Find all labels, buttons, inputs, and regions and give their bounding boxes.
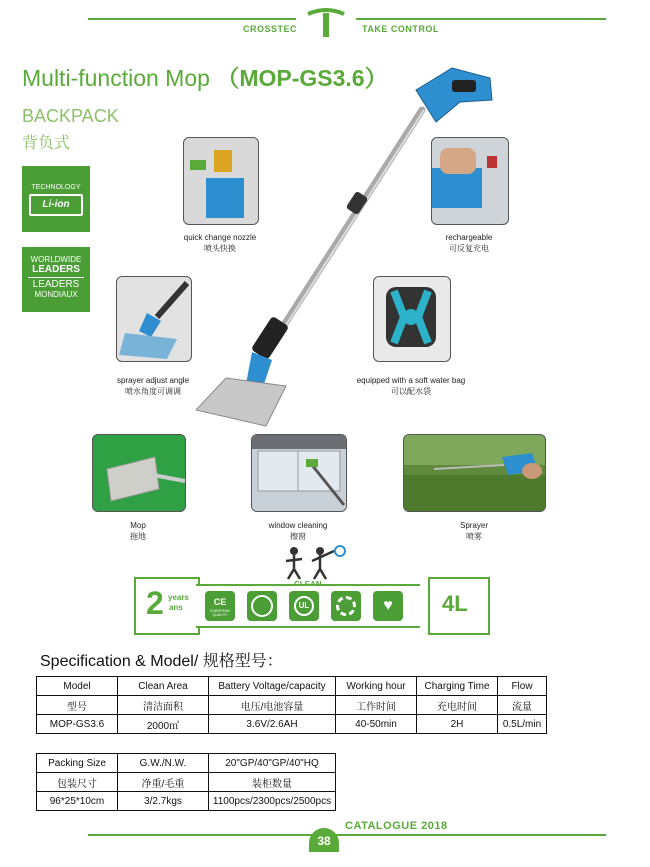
ce-mark: CE (213, 597, 227, 607)
packing-header-cn-size: 包装尺寸 (37, 773, 118, 792)
page-number: 38 (309, 828, 339, 852)
spec-header-cn-hours: 工作时间 (336, 696, 417, 715)
window-icon (252, 435, 346, 511)
caption-window (238, 520, 358, 542)
packing-size-value: 96*25*10cm (37, 792, 118, 811)
cleaning-figures-icon (280, 545, 350, 581)
photo-sprayer (403, 434, 546, 512)
footer-line (88, 834, 606, 836)
leaders-line-3: LEADERS (32, 279, 80, 290)
spec-area-value: 2000㎡ (118, 715, 209, 734)
footer-catalogue: CATALOGUE 2018 (345, 820, 448, 832)
leaders-line-4: MONDIAUX (34, 290, 78, 299)
product-name: Multi-function Mop (22, 65, 210, 91)
caption-angle (93, 375, 213, 397)
leaders-line-2: LEADERS (32, 264, 80, 275)
photo-quick-change-nozzle (183, 137, 259, 225)
caption-water-bag-cn: 可以配水袋 (391, 387, 431, 396)
caption-water-bag (341, 375, 481, 397)
spec-model-value: MOP-GS3.6 (37, 715, 118, 734)
brand-logo-icon (306, 8, 346, 38)
packing-header-weight: G.W./N.W. (118, 754, 209, 773)
photo-adjust-angle (116, 276, 192, 362)
spec-header-cn-flow: 流量 (498, 696, 547, 715)
warranty-number: 2 (146, 585, 164, 621)
packing-weight-value: 3/2.7kgs (118, 792, 209, 811)
spec-header-cn-charging: 充电时间 (417, 696, 498, 715)
spec-header-charging: Charging Time (417, 677, 498, 696)
mop-floor-icon (93, 435, 185, 511)
ul-certification-icon: UL (289, 591, 319, 621)
spec-header-cn-model: 型号 (37, 696, 118, 715)
table-row (37, 792, 336, 811)
caption-rechargeable-cn: 可反复充电 (449, 244, 489, 253)
caption-rechargeable (409, 232, 529, 254)
spec-table (36, 676, 547, 734)
caption-rechargeable-en: rechargeable (445, 233, 493, 242)
spec-header-cn-battery: 电压/电池容量 (209, 696, 336, 715)
packing-table (36, 753, 336, 811)
li-ion-badge (22, 166, 90, 232)
caption-mop-en: Mop (130, 521, 146, 530)
table-row (37, 715, 547, 734)
leaders-badge (22, 247, 90, 312)
caption-nozzle (160, 232, 280, 254)
warranty-ans: ans (169, 603, 183, 612)
caption-angle-en: sprayer adjust angle (116, 376, 190, 385)
packing-header-size: Packing Size (37, 754, 118, 773)
packing-container-value: 1100pcs/2300pcs/2500pcs (209, 792, 336, 811)
caption-angle-cn: 喷水角度可调调 (125, 387, 181, 396)
eco-hands-icon: ♥ (373, 591, 403, 621)
photo-window-cleaning (251, 434, 347, 512)
spec-header-cn-area: 清洁面积 (118, 696, 209, 715)
warranty-box (134, 577, 200, 635)
li-ion-badge-main: Li-ion (42, 199, 70, 210)
caption-window-cn: 擦窗 (290, 532, 306, 541)
caption-nozzle-en: quick change nozzle (183, 233, 257, 242)
caption-mop-cn: 拖地 (130, 532, 146, 541)
spec-hours-value: 40-50min (336, 715, 417, 734)
warranty-years: years (168, 593, 189, 602)
eu-quality-label: EUROPEAN QUALITY (210, 609, 230, 617)
eu-quality-icon (205, 591, 235, 621)
spec-header-flow: Flow (498, 677, 547, 696)
leaders-divider (28, 277, 84, 278)
photo-water-bag (373, 276, 451, 362)
packing-header-cn-container: 装柜数量 (209, 773, 336, 792)
packing-header-cn-weight: 净重/毛重 (118, 773, 209, 792)
table-row (37, 677, 547, 696)
caption-sprayer-en: Sprayer (459, 521, 488, 530)
spec-header-area: Clean Area (118, 677, 209, 696)
spec-header-model: Model (37, 677, 118, 696)
battery-handle-icon (432, 138, 508, 224)
header-brand: CROSSTEC (243, 24, 298, 34)
tools-gear-icon (331, 591, 361, 621)
li-ion-badge-top: TECHNOLOGY (31, 184, 81, 191)
table-row (37, 696, 547, 715)
caption-sprayer (414, 520, 534, 542)
caption-nozzle-cn: 喷头快换 (204, 244, 236, 253)
spec-header-battery: Battery Voltage/capacity (209, 677, 336, 696)
spec-charging-value: 2H (417, 715, 498, 734)
li-ion-battery-icon (29, 194, 83, 216)
capacity-box (428, 577, 490, 635)
table-row (37, 773, 336, 792)
spec-battery-value: 3.6V/2.6AH (209, 715, 336, 734)
leaders-line-1: WORLDWIDE (30, 255, 82, 264)
caption-mop (78, 520, 198, 542)
caption-water-bag-en: equipped with a soft water bag (356, 376, 466, 385)
packing-header-container: 20"GP/40"GP/40"HQ (209, 754, 336, 773)
sprayer-icon (404, 435, 545, 511)
backpack-icon (374, 277, 450, 361)
caption-sprayer-cn: 喷雾 (466, 532, 482, 541)
caption-window-en: window cleaning (268, 521, 328, 530)
subtitle-en: BACKPACK (22, 106, 119, 126)
spec-flow-value: 0.5L/min (498, 715, 547, 734)
nozzle-icon (184, 138, 258, 224)
features-icon-strip (196, 584, 420, 628)
product-model: （MOP-GS3.6） (216, 65, 388, 91)
subtitle-cn: 背负式 (22, 135, 71, 152)
header-line-right (356, 18, 606, 20)
table-row (37, 754, 336, 773)
capacity-value: 4L (442, 591, 468, 616)
photo-rechargeable (431, 137, 509, 225)
photo-mop (92, 434, 186, 512)
spec-title: Specification & Model/ 规格型号： (40, 653, 283, 670)
header-slogan: TAKE CONTROL (362, 24, 439, 34)
spec-header-hours: Working hour (336, 677, 417, 696)
header-line-left (88, 18, 296, 20)
angle-adjust-icon (117, 277, 191, 361)
globe-leaf-icon (247, 591, 277, 621)
